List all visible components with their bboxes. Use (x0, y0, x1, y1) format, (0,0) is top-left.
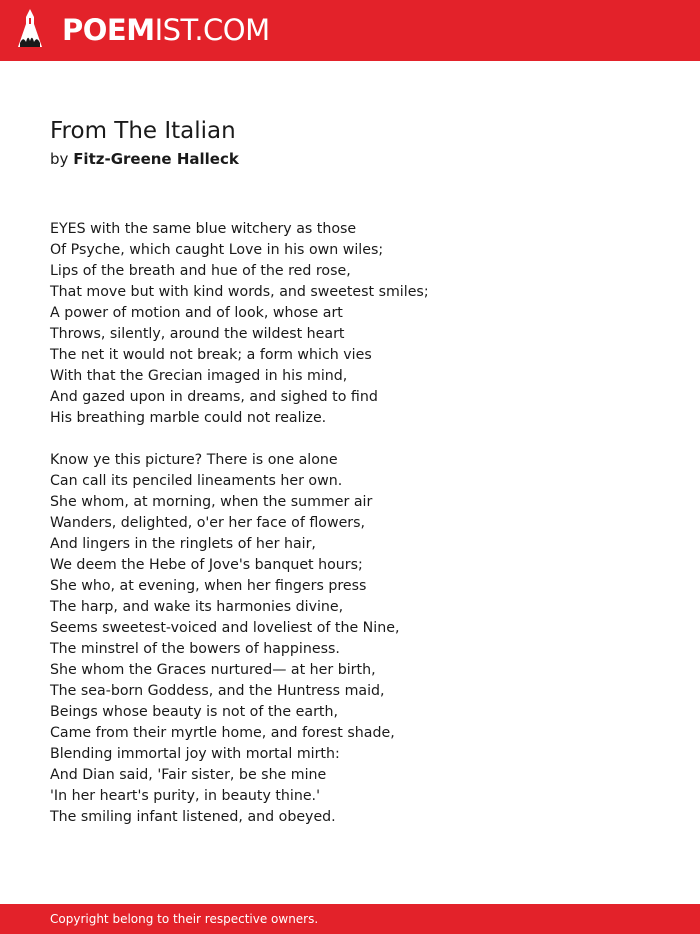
poem-line: Of Psyche, which caught Love in his own wiles; (50, 242, 384, 258)
poem-line: Wanders, delighted, o'er her face of flowers, (50, 515, 366, 531)
poem-line: His breathing marble could not realize. (50, 410, 327, 426)
poem-line: She whom the Graces nurtured— at her birth, (50, 662, 376, 678)
poem-line: With that the Grecian imaged in his mind, (50, 368, 348, 384)
poem-line: The sea-born Goddess, and the Huntress maid, (50, 683, 385, 699)
logo-text-bold: POEM (62, 13, 155, 47)
poem-line: That move but with kind words, and sweetest smiles; (50, 284, 429, 300)
poem-body (50, 219, 650, 828)
poem-line: Can call its penciled lineaments her own. (50, 473, 343, 489)
site-header (0, 0, 700, 61)
poem-line: And gazed upon in dreams, and sighed to find (50, 389, 378, 405)
poem-line: The minstrel of the bowers of happiness. (50, 641, 340, 657)
poem-line: We deem the Hebe of Jove's banquet hours; (50, 557, 363, 573)
pen-nib-logo-icon[interactable] (17, 9, 43, 51)
poem-line: 'In her heart's purity, in beauty thine.' (50, 788, 320, 804)
poem-line: The smiling infant listened, and obeyed. (50, 809, 336, 825)
poem-line: Lips of the breath and hue of the red rose, (50, 263, 351, 279)
by-label: by (50, 150, 69, 168)
poem-line: She who, at evening, when her fingers press (50, 578, 367, 594)
poem-line: And lingers in the ringlets of her hair, (50, 536, 316, 552)
stanza (50, 450, 650, 828)
poem-title: From The Italian (50, 118, 236, 144)
poem-line: EYES with the same blue witchery as those (50, 221, 357, 237)
poem-line: The harp, and wake its harmonies divine, (50, 599, 344, 615)
poem-line: Beings whose beauty is not of the earth, (50, 704, 338, 720)
poem-line: Blending immortal joy with mortal mirth: (50, 746, 340, 762)
stanza (50, 219, 650, 429)
poem-line: A power of motion and of look, whose art (50, 305, 343, 321)
copyright-notice: Copyright belong to their respective owners. (50, 912, 319, 926)
site-footer (0, 904, 700, 934)
logo-text-light: IST.COM (154, 13, 270, 47)
author-name: Fitz-Greene Halleck (73, 150, 239, 168)
poem-byline (50, 149, 239, 169)
site-logo[interactable] (62, 12, 270, 48)
poem-line: Seems sweetest-voiced and loveliest of the Nine, (50, 620, 400, 636)
stanza-break (50, 429, 650, 450)
poem-line: Know ye this picture? There is one alone (50, 452, 338, 468)
poem-line: She whom, at morning, when the summer air (50, 494, 373, 510)
poem-line: And Dian said, 'Fair sister, be she mine (50, 767, 327, 783)
poem-line: Came from their myrtle home, and forest shade, (50, 725, 395, 741)
poem-line: Throws, silently, around the wildest heart (50, 326, 345, 342)
poem-line: The net it would not break; a form which vies (50, 347, 372, 363)
